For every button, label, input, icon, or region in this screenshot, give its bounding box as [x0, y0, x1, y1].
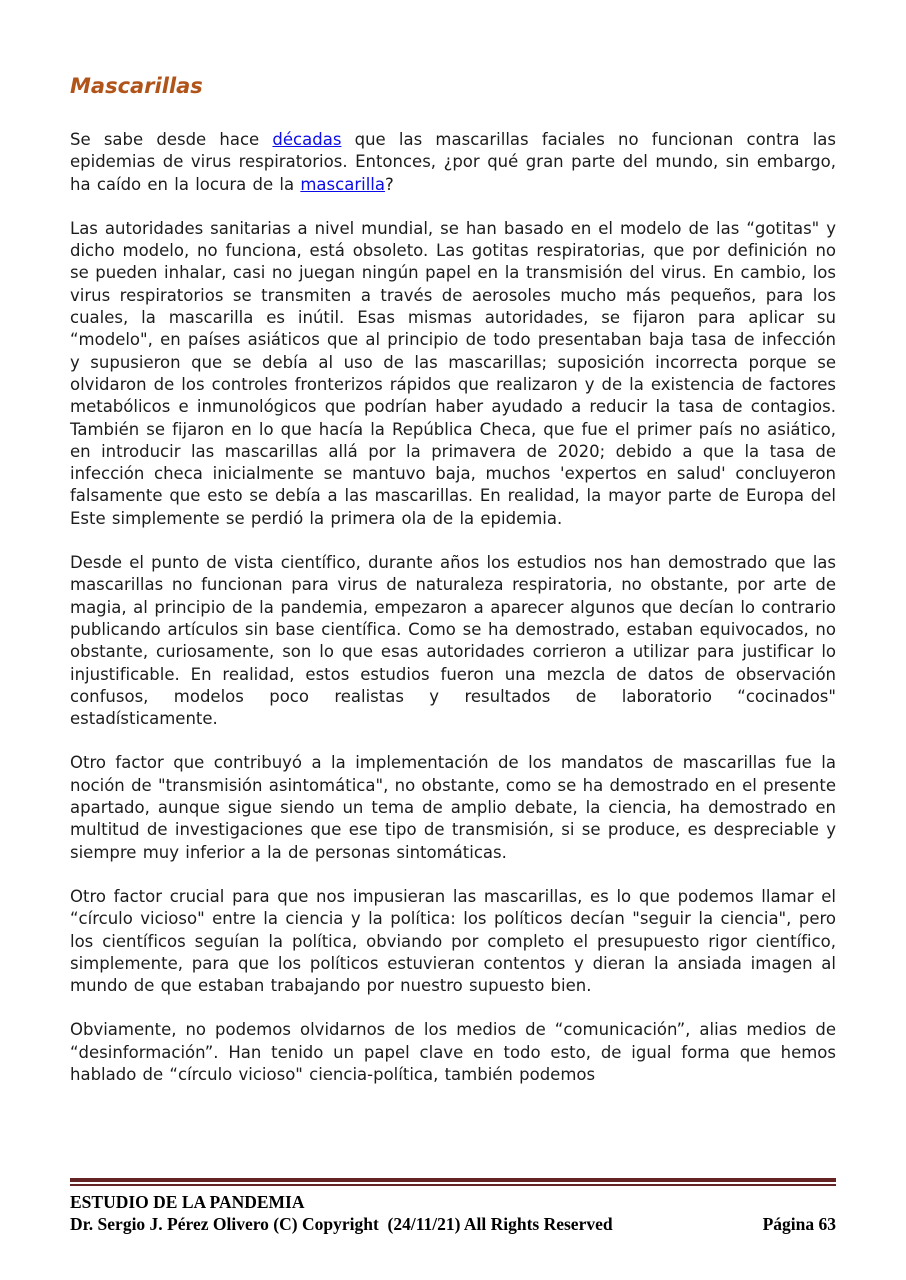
paragraph: Otro factor que contribuyó a la implementación de los mandatos de mascarillas fue la noción de "transmisión asintomática", no obstante, como se ha demostrado en el presente apartado, aunque sigue siendo un tema de amplio debate, la ciencia, ha demostrado en multitud de investigaciones que ese tipo de transmisión, si se produce, es despreciable y siempre muy inferior a la de personas sintomáticas.	[70, 753, 836, 862]
document-content	[70, 73, 836, 1108]
paragraph: Otro factor crucial para que nos impusieran las mascarillas, es lo que podemos llamar el “círculo vicioso" entre la ciencia y la política: los políticos decían "seguir la ciencia", pero los científicos seguían la política, obviando por completo el presupuesto rigor científico, simplemente, para que los políticos estuvieran contentos y dieran la ansiada imagen al mundo de que estaban trabajando por nuestro supuesto bien.	[70, 886, 836, 996]
footer-divider	[70, 1178, 836, 1186]
link-decadas[interactable]: décadas	[272, 130, 342, 149]
paragraph-text: ?	[384, 174, 394, 194]
link-mascarilla[interactable]: mascarilla	[300, 174, 385, 194]
paragraph: Desde el punto de vista científico, durante años los estudios nos han demostrado que las mascarillas no funcionan para virus de naturaleza respiratoria, no obstante, por arte de magia, al principio de la pandemia, empezaron a aparecer algunos que decían lo contrario publicando artículos sin base científica. Como se ha demostrado, estaban equivocados, no obstante, curiosamente, son lo que esas autoridades corrieron a utilizar para justificar lo injustificable. En realidad, estos estudios fueron una mezcla de datos de observación confusos, modelos poco realistas y resultados de laboratorio “cocinados" estadísticamente.	[70, 553, 836, 729]
page-title: Mascarillas	[70, 74, 203, 98]
paragraph: Las autoridades sanitarias a nivel mundial, se han basado en el modelo de las “gotitas" y dicho modelo, no funciona, está obsoleto. Las gotitas respiratorias, que por definición no se pueden inhalar, casi no juegan ningún papel en la transmisión del virus. En cambio, los virus respiratorios se transmiten a través de aerosoles mucho más pequeños, para los cuales, la mascarilla es inútil. Esas mismas autoridades, se fijaron para aplicar su “modelo", en países asiáticos que al principio de todo presentaban baja tasa de infección y supusieron que se debía al uso de las mascarillas; suposición incorrecta porque se olvidaron de los controles fronterizos rápidos que realizaron y de la existencia de factores metabólicos e inmunológicos que podrían haber ayudado a reducir la tasa de contagios. También se fijaron en lo que hacía la República Checa, que fue el primer país no asiático, en introducir las mascarillas allá por la primavera de 2020; debido a que la tasa de infección checa inicialmente se mantuvo baja, muchos 'expertos en salud' concluyeron falsamente que esto se debía a las mascarillas. En realidad, la mayor parte de Europa del Este simplemente se perdió la primera ola de la epidemia.	[70, 218, 836, 528]
footer-page-number: Página 63	[762, 1214, 836, 1234]
paragraph-text: que las mascarillas faciales no funcionan contra las epidemias de virus respiratorios. Entonces, ¿por qué gran parte del mundo, sin embargo, ha caído en la locura de la	[70, 130, 836, 194]
footer-copyright: Dr. Sergio J. Pérez Olivero (C) Copyright (24/11/21) All Rights Reserved	[70, 1214, 613, 1234]
paragraph-text: Se sabe desde hace	[70, 130, 273, 149]
page-footer	[70, 1178, 836, 1235]
footer-series-title: ESTUDIO DE LA PANDEMIA	[70, 1192, 305, 1212]
paragraph: Obviamente, no podemos olvidarnos de los medios de “comunicación”, alias medios de “desinformación”. Han tenido un papel clave en todo esto, de igual forma que hemos hablado de “círculo vicioso" ciencia-política, también podemos	[70, 1020, 836, 1084]
paragraph-intro	[70, 129, 836, 196]
